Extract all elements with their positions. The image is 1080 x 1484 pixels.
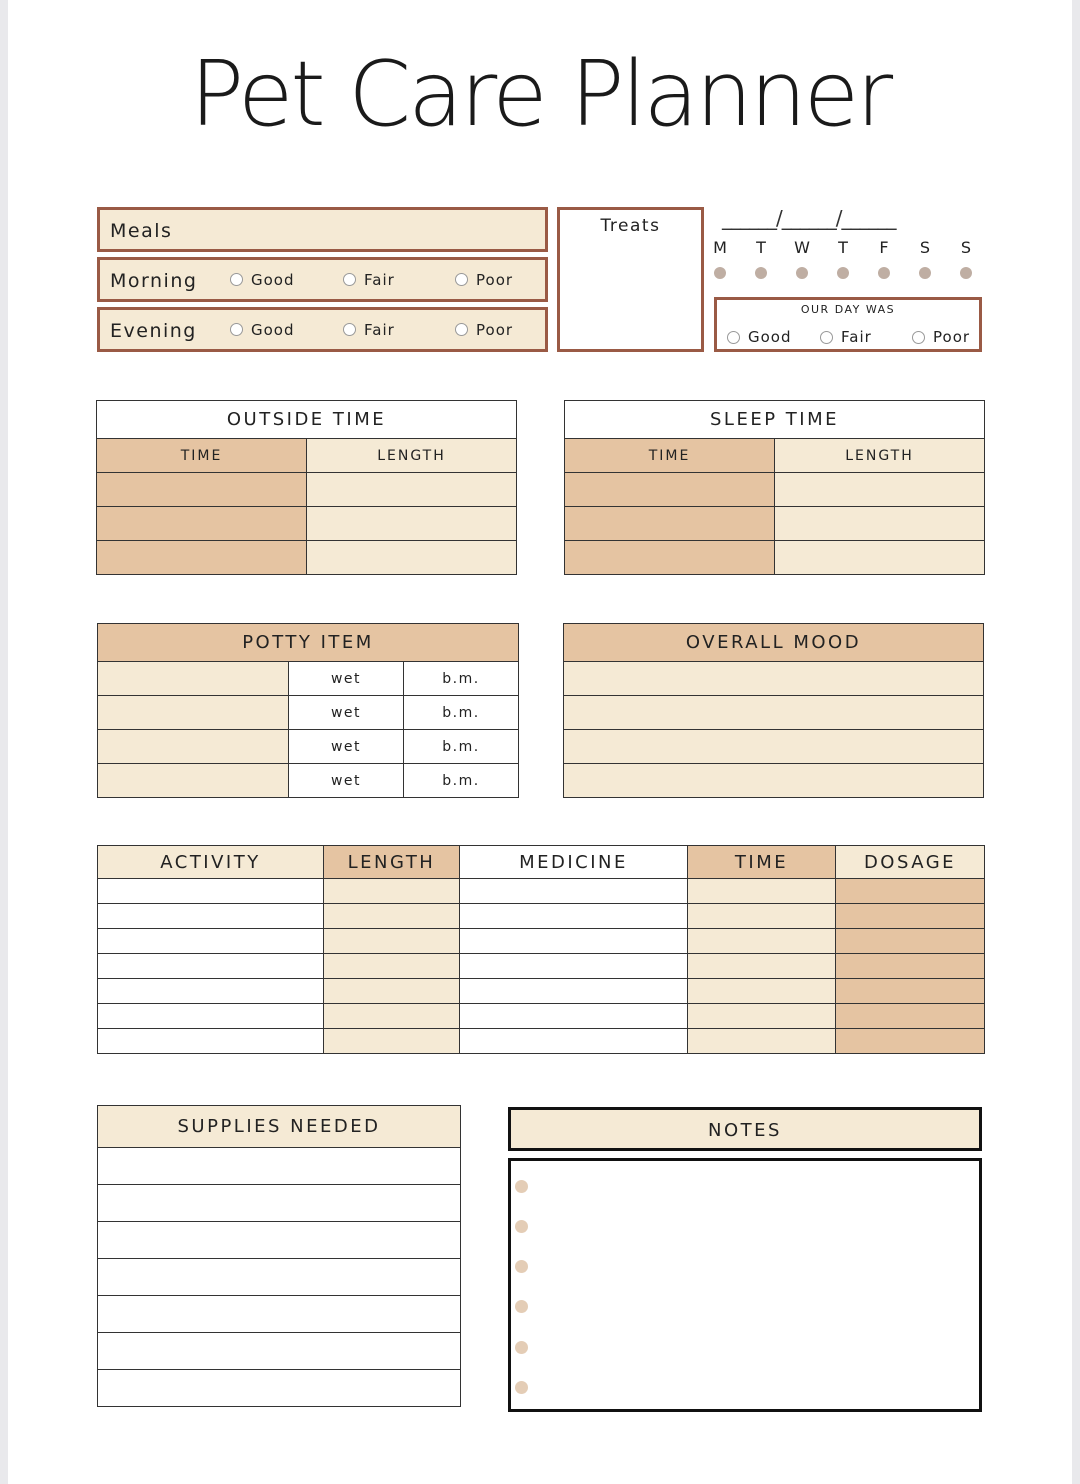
- page-title: Pet Care Planner: [189, 42, 891, 147]
- option-fair[interactable]: Fair: [343, 260, 395, 299]
- supplies-table: [97, 1105, 461, 1407]
- table-cell[interactable]: [688, 1004, 836, 1029]
- day-label: S: [960, 238, 972, 257]
- our-day-label: OUR DAY WAS: [800, 303, 896, 316]
- potty-title: POTTY ITEM: [98, 624, 519, 662]
- column-header: LENGTH: [307, 439, 517, 473]
- notes-area[interactable]: [508, 1158, 982, 1412]
- table-cell[interactable]: [307, 507, 517, 541]
- option-good[interactable]: Good: [230, 310, 295, 349]
- treats-box[interactable]: [557, 207, 704, 352]
- table-cell[interactable]: [98, 1185, 461, 1222]
- table-cell[interactable]: [460, 954, 688, 979]
- table-cell[interactable]: [836, 979, 985, 1004]
- wet-cell[interactable]: wet: [289, 730, 404, 764]
- table-cell[interactable]: [98, 979, 324, 1004]
- date-blank[interactable]: ______/______/______: [722, 206, 896, 230]
- column-header: LENGTH: [775, 439, 985, 473]
- table-cell[interactable]: [836, 1004, 985, 1029]
- day-dot[interactable]: [837, 267, 849, 279]
- sleep-time-table: [564, 400, 985, 575]
- table-cell[interactable]: [460, 904, 688, 929]
- bullet-dot-icon: [515, 1341, 528, 1354]
- day-label: T: [838, 238, 848, 257]
- table-cell[interactable]: [97, 507, 307, 541]
- wet-cell[interactable]: wet: [289, 662, 404, 696]
- radio-icon[interactable]: [230, 323, 243, 336]
- table-cell[interactable]: [836, 879, 985, 904]
- table-cell[interactable]: [688, 1029, 836, 1054]
- table-cell[interactable]: [564, 696, 984, 730]
- table-cell[interactable]: [460, 879, 688, 904]
- column-header: MEDICINE: [460, 846, 688, 879]
- table-cell[interactable]: [98, 1333, 461, 1370]
- outside-time-title: OUTSIDE TIME: [97, 401, 517, 439]
- table-cell[interactable]: [98, 730, 289, 764]
- supplies-title: SUPPLIES NEEDED: [98, 1106, 461, 1148]
- table-cell[interactable]: [97, 473, 307, 507]
- bullet-dot-icon: [515, 1300, 528, 1313]
- table-cell[interactable]: [324, 1029, 460, 1054]
- column-header: LENGTH: [324, 846, 460, 879]
- radio-icon[interactable]: [343, 273, 356, 286]
- table-cell[interactable]: [565, 541, 775, 575]
- table-cell[interactable]: [688, 904, 836, 929]
- table-cell[interactable]: [775, 507, 985, 541]
- day-label: M: [713, 238, 727, 257]
- table-cell[interactable]: [97, 541, 307, 575]
- table-cell[interactable]: [688, 954, 836, 979]
- table-cell[interactable]: [688, 879, 836, 904]
- meal-row-label: Morning: [110, 270, 198, 292]
- radio-icon[interactable]: [343, 323, 356, 336]
- table-cell[interactable]: [460, 929, 688, 954]
- meal-row-morning: [97, 257, 548, 302]
- day-label: T: [756, 238, 766, 257]
- table-cell[interactable]: [98, 1148, 461, 1185]
- bullet-dot-icon: [515, 1381, 528, 1394]
- table-cell[interactable]: [324, 954, 460, 979]
- table-cell[interactable]: [775, 541, 985, 575]
- table-cell[interactable]: [98, 1222, 461, 1259]
- bm-cell[interactable]: b.m.: [404, 730, 519, 764]
- day-dot[interactable]: [714, 267, 726, 279]
- table-cell[interactable]: [460, 979, 688, 1004]
- table-cell[interactable]: [324, 929, 460, 954]
- meal-row-label: Evening: [110, 320, 197, 342]
- option-poor[interactable]: Poor: [455, 260, 513, 299]
- table-cell[interactable]: [98, 954, 324, 979]
- day-label: W: [794, 238, 810, 257]
- wet-cell[interactable]: wet: [289, 696, 404, 730]
- day-dot[interactable]: [960, 267, 972, 279]
- table-cell[interactable]: [460, 1029, 688, 1054]
- column-header: TIME: [688, 846, 836, 879]
- sleep-time-title: SLEEP TIME: [565, 401, 985, 439]
- table-cell[interactable]: [98, 1029, 324, 1054]
- table-cell[interactable]: [98, 1370, 461, 1407]
- day-label: F: [879, 238, 889, 257]
- bullet-dot-icon: [515, 1260, 528, 1273]
- radio-icon[interactable]: [455, 323, 468, 336]
- column-header: ACTIVITY: [98, 846, 324, 879]
- mood-table: [563, 623, 984, 798]
- table-cell[interactable]: [307, 473, 517, 507]
- option-poor[interactable]: Poor: [455, 310, 513, 349]
- table-cell[interactable]: [98, 1296, 461, 1333]
- table-cell[interactable]: [775, 473, 985, 507]
- table-cell[interactable]: [98, 764, 289, 798]
- radio-icon[interactable]: [912, 331, 925, 344]
- table-cell[interactable]: [98, 904, 324, 929]
- table-cell[interactable]: [836, 954, 985, 979]
- meals-label: Meals: [110, 220, 173, 242]
- bm-cell[interactable]: b.m.: [404, 696, 519, 730]
- table-cell[interactable]: [565, 507, 775, 541]
- table-cell[interactable]: [564, 764, 984, 798]
- table-cell[interactable]: [98, 696, 289, 730]
- day-dot[interactable]: [919, 267, 931, 279]
- notes-title: NOTES: [708, 1120, 782, 1141]
- table-cell[interactable]: [564, 662, 984, 696]
- bullet-dot-icon: [515, 1180, 528, 1193]
- table-cell[interactable]: [98, 879, 324, 904]
- day-dot[interactable]: [878, 267, 890, 279]
- radio-icon[interactable]: [455, 273, 468, 286]
- column-header: TIME: [565, 439, 775, 473]
- option-good[interactable]: Good: [230, 260, 295, 299]
- radio-icon[interactable]: [820, 331, 833, 344]
- radio-icon[interactable]: [230, 273, 243, 286]
- option-fair[interactable]: Fair: [343, 310, 395, 349]
- table-cell[interactable]: [836, 904, 985, 929]
- table-cell[interactable]: [324, 904, 460, 929]
- outside-time-table: [96, 400, 517, 575]
- bm-cell[interactable]: b.m.: [404, 764, 519, 798]
- table-cell[interactable]: [688, 979, 836, 1004]
- potty-table: [97, 623, 519, 798]
- table-cell[interactable]: [324, 1004, 460, 1029]
- table-cell[interactable]: [98, 1259, 461, 1296]
- table-cell[interactable]: [836, 929, 985, 954]
- table-cell[interactable]: [307, 541, 517, 575]
- table-cell[interactable]: [324, 979, 460, 1004]
- radio-icon[interactable]: [727, 331, 740, 344]
- option-fair[interactable]: Fair: [820, 322, 872, 352]
- our-day-box: [714, 297, 982, 352]
- table-cell[interactable]: [324, 879, 460, 904]
- table-cell[interactable]: [565, 473, 775, 507]
- table-cell[interactable]: [98, 662, 289, 696]
- day-dot[interactable]: [796, 267, 808, 279]
- mood-title: OVERALL MOOD: [564, 624, 984, 662]
- treats-label: Treats: [600, 216, 661, 236]
- table-cell[interactable]: [836, 1029, 985, 1054]
- table-cell[interactable]: [688, 929, 836, 954]
- meals-header: [97, 207, 548, 252]
- table-cell[interactable]: [460, 1004, 688, 1029]
- wet-cell[interactable]: wet: [289, 764, 404, 798]
- meal-row-evening: [97, 307, 548, 352]
- table-cell[interactable]: [98, 929, 324, 954]
- option-poor[interactable]: Poor: [912, 322, 970, 352]
- notes-header: [508, 1107, 982, 1151]
- bullet-dot-icon: [515, 1220, 528, 1233]
- day-dot[interactable]: [755, 267, 767, 279]
- table-cell[interactable]: [98, 1004, 324, 1029]
- option-good[interactable]: Good: [727, 322, 792, 352]
- activity-medicine-table: [97, 845, 985, 1054]
- bm-cell[interactable]: b.m.: [404, 662, 519, 696]
- table-cell[interactable]: [564, 730, 984, 764]
- day-label: S: [919, 238, 931, 257]
- column-header: DOSAGE: [836, 846, 985, 879]
- column-header: TIME: [97, 439, 307, 473]
